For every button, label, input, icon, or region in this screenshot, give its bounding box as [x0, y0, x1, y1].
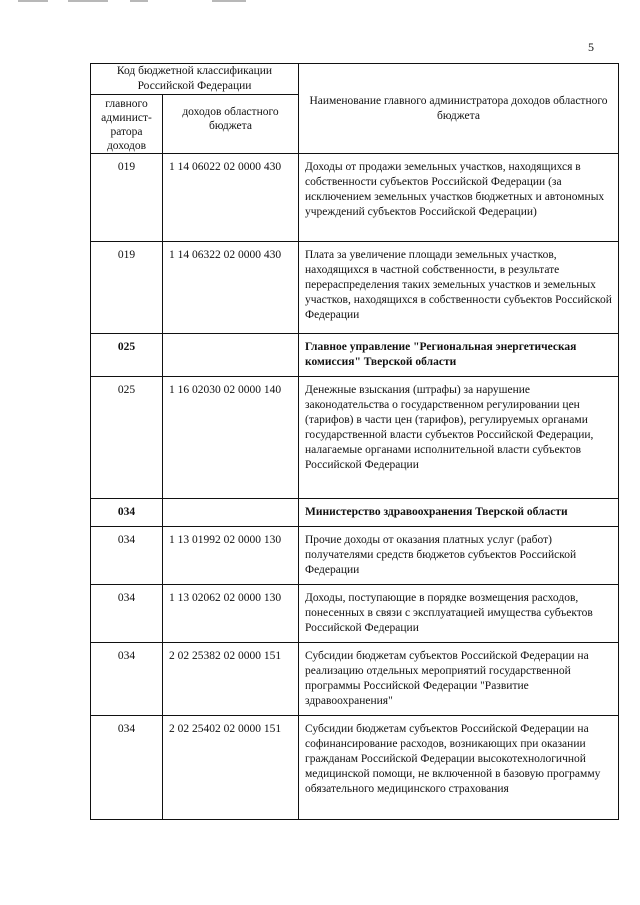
table-row	[91, 377, 619, 499]
table-row	[91, 643, 619, 716]
scan-artifact	[130, 0, 148, 2]
kbk-code-cell: 1 16 02030 02 0000 140	[163, 377, 299, 499]
table-row	[91, 585, 619, 643]
page-number: 5	[588, 40, 594, 54]
description-cell: Доходы, поступающие в порядке возмещения расходов, понесенных в связи с эксплуатацией имущества субъектов Российской Федерации	[299, 585, 619, 643]
admin-code-cell: 025	[91, 377, 163, 499]
table-row	[91, 499, 619, 527]
description-cell: Прочие доходы от оказания платных услуг (работ) получателями средств бюджетов субъектов Российской Федерации	[299, 527, 619, 585]
admin-code-cell: 034	[91, 527, 163, 585]
scan-artifact	[68, 0, 108, 2]
kbk-code-cell: 2 02 25402 02 0000 151	[163, 716, 299, 820]
admin-code-cell: 019	[91, 154, 163, 242]
description-cell: Субсидии бюджетам субъектов Российской Федерации на реализацию отдельных мероприятий государственной программы Российской Федерации "Развитие здравоохранения"	[299, 643, 619, 716]
kbk-code-cell: 2 02 25382 02 0000 151	[163, 643, 299, 716]
description-cell: Министерство здравоохранения Тверской области	[299, 499, 619, 527]
name-column-header: Наименование главного администратора доходов областного бюджета	[299, 64, 619, 154]
kbk-code-cell: 1 13 01992 02 0000 130	[163, 527, 299, 585]
kbk-code-cell	[163, 334, 299, 377]
income-column-header: доходов областного бюджета	[163, 95, 299, 154]
admin-code-cell: 019	[91, 242, 163, 334]
scan-artifact	[18, 0, 48, 2]
admin-code-cell: 025	[91, 334, 163, 377]
kbk-code-cell	[163, 499, 299, 527]
scan-artifact	[212, 0, 246, 2]
admin-code-cell: 034	[91, 643, 163, 716]
description-cell: Субсидии бюджетам субъектов Российской Федерации на софинансирование расходов, возникающих при оказании гражданам Российской Федерации высокотехнологичной медицинской помощи, не включенной в базовую программу обязательного медицинского страхования	[299, 716, 619, 820]
description-cell: Главное управление "Региональная энергетическая комиссия" Тверской области	[299, 334, 619, 377]
table-row	[91, 334, 619, 377]
admin-code-cell: 034	[91, 585, 163, 643]
kbk-code-cell: 1 13 02062 02 0000 130	[163, 585, 299, 643]
table-row	[91, 242, 619, 334]
kbk-code-cell: 1 14 06322 02 0000 430	[163, 242, 299, 334]
kbk-code-cell: 1 14 06022 02 0000 430	[163, 154, 299, 242]
description-cell: Денежные взыскания (штрафы) за нарушение законодательства о государственном регулировании цен (тарифов) в части цен (тарифов), регулируемых органами государственной власти субъектов Российской Федерации, налагаемые органами исполнительной власти субъектов Российской Федерации	[299, 377, 619, 499]
description-cell: Плата за увеличение площади земельных участков, находящихся в частной собственности, в результате перераспределения таких земельных участков и земельных участков, находящихся в собственности субъектов Российской Федерации	[299, 242, 619, 334]
table-row	[91, 716, 619, 820]
description-cell: Доходы от продажи земельных участков, находящихся в собственности субъектов Российской Федерации (за исключением земельных участков бюджетных и автономных учреждений субъектов Российской Федерации)	[299, 154, 619, 242]
table-row	[91, 154, 619, 242]
admin-code-cell: 034	[91, 716, 163, 820]
admin-code-cell: 034	[91, 499, 163, 527]
kbk-group-header: Код бюджетной классификации Российской Федерации	[91, 64, 299, 95]
admin-column-header: главного админист-ратора доходов	[91, 95, 163, 154]
table-row	[91, 527, 619, 585]
budget-classification-table	[90, 63, 619, 820]
